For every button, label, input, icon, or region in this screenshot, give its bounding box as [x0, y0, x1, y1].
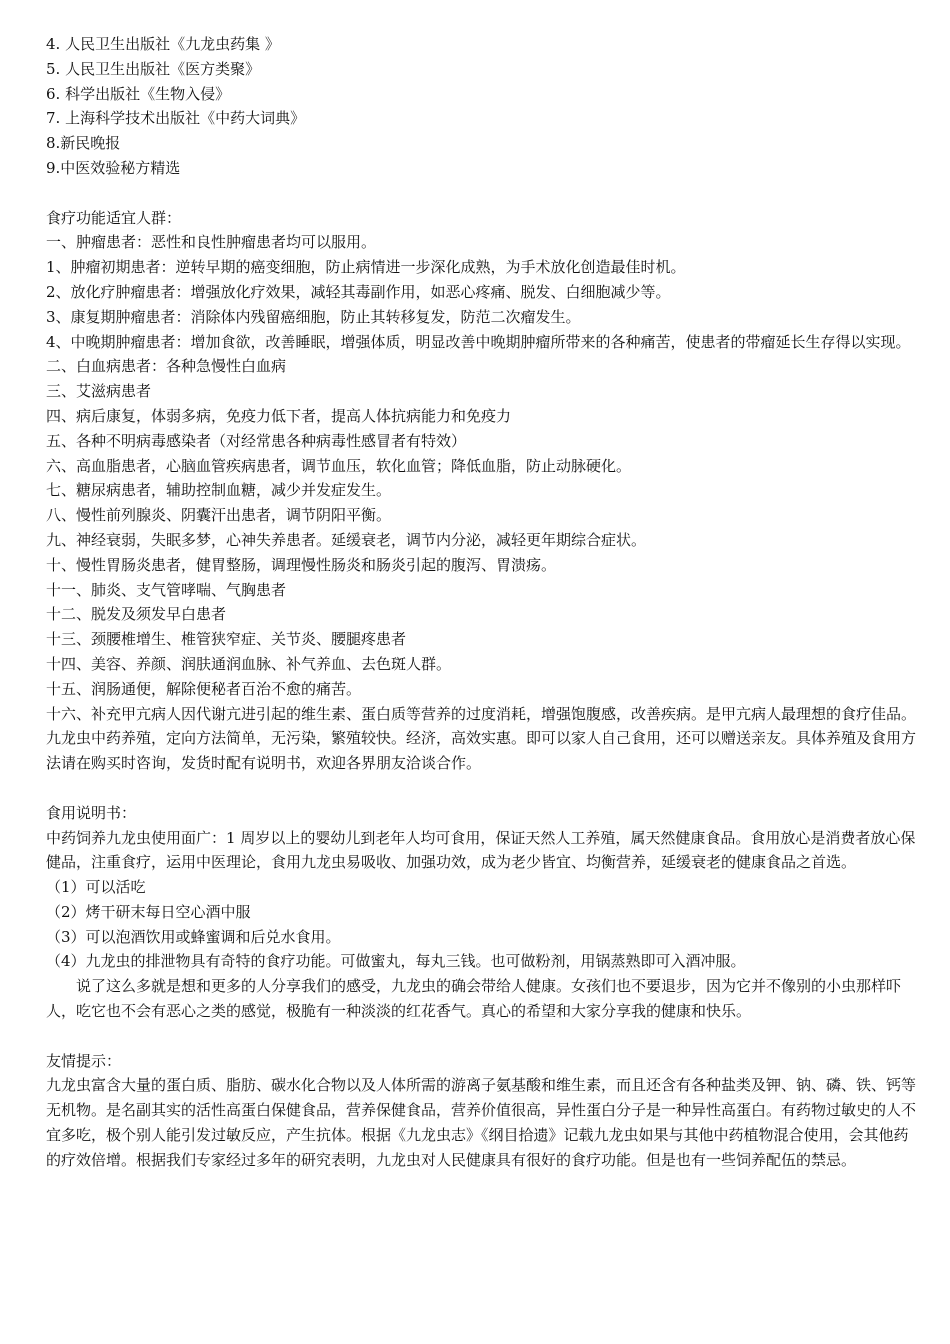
reference-item: 7. 上海科学技术出版社《中药大词典》 — [46, 109, 306, 128]
paragraph: 九龙虫富含大量的蛋白质、脂肪、碳水化合物以及人体所需的游离子氨基酸和维生素，而且还含有各种盐类及钾、钠、磷、铁、钙等无机物。是名副其实的活性高蛋白保健食品，营养保健食品，营养价值很高，异性蛋白分子是一种异性高蛋白。有药物过敏史的人不宜多吃，极个别人能引发过敏反应，产生抗体。根据《九龙虫志》《纲目拾遗》记载九龙虫如果与其他中药植物混合使用，会其他药的疗效倍增。根据我们专家经过多年的研究表明，九龙虫对人民健康具有很好的食疗功能。但是也有一些饲养配伍的禁忌。 — [46, 1076, 917, 1169]
reference-item: 4. 人民卫生出版社《九龙虫药集 》 — [46, 35, 280, 53]
paragraph: 说了这么多就是想和更多的人分享我们的感受，九龙虫的确会带给人健康。女孩们也不要退步，因为它并不像别的小虫那样吓人，吃它也不会有恶心之类的感觉，极脆有一种淡淡的红花香气。真心的希望和大家分享我的健康和快乐。 — [46, 977, 902, 1021]
list-item: 4、中晚期肿瘤患者：增加食欲，改善睡眠，增强体质，明显改善中晚期肿瘤所带来的各种痛苦，使患者的带瘤延长生存得以实现。 — [46, 332, 911, 351]
list-item: 九、神经衰弱，失眠多梦，心神失养患者。延缓衰老，调节内分泌，减轻更年期综合症状。 — [46, 530, 647, 549]
list-item: （1）可以活吃 — [46, 878, 146, 897]
list-item: 七、糖尿病患者，辅助控制血糖，减少并发症发生。 — [46, 481, 392, 500]
reference-item: 9.中医效验秘方精选 — [46, 158, 181, 177]
list-item: 十三、颈腰椎增生、椎管狭窄症、关节炎、腰腿疼患者 — [46, 630, 407, 649]
list-item: 十五、润肠通便，解除便秘者百治不愈的痛苦。 — [46, 679, 362, 698]
list-item: 一、肿瘤患者：恶性和良性肿瘤患者均可以服用。 — [46, 233, 377, 252]
spacer — [46, 1024, 918, 1049]
section-heading: 友情提示： — [46, 1051, 122, 1070]
list-item: 十一、肺炎、支气管哮喘、气胸患者 — [46, 580, 287, 599]
list-item: 1、肿瘤初期患者：逆转早期的癌变细胞，防止病情进一步深化成熟，为手术放化创造最佳时机。 — [46, 258, 686, 277]
spacer — [46, 776, 918, 801]
section-heading: 食用说明书： — [46, 803, 137, 822]
instructions-section — [46, 801, 918, 1024]
list-item: 十二、脱发及须发早白患者 — [46, 605, 227, 624]
list-item: （4）九龙虫的排泄物具有奇特的食疗功能。可做蜜丸，每丸三钱。也可做粉剂，用锅蒸熟即可入酒冲服。 — [46, 952, 746, 971]
spacer — [46, 181, 918, 206]
list-item: 五、各种不明病毒感染者（对经常患各种病毒性感冒者有特效） — [46, 431, 467, 450]
list-item: 八、慢性前列腺炎、阴囊汗出患者，调节阴阳平衡。 — [46, 506, 392, 525]
list-item: 四、病后康复，体弱多病，免疫力低下者，提高人体抗病能力和免疫力 — [46, 406, 512, 425]
reference-item: 8.新民晚报 — [46, 134, 121, 153]
list-item: 六、高血脂患者，心脑血管疾病患者，调节血压，软化血管；降低血脂，防止动脉硬化。 — [46, 456, 632, 475]
reference-list — [46, 32, 918, 181]
list-item: （3）可以泡酒饮用或蜂蜜调和后兑水食用。 — [46, 927, 341, 946]
document-page — [46, 32, 918, 1173]
list-item: 二、白血病患者：各种急慢性白血病 — [46, 357, 287, 376]
reference-item: 6. 科学出版社《生物入侵》 — [46, 84, 231, 103]
reference-item: 5. 人民卫生出版社《医方类聚》 — [46, 59, 261, 78]
list-item: （2）烤干研末每日空心酒中服 — [46, 902, 251, 921]
list-item: 十六、补充甲亢病人因代谢亢进引起的维生素、蛋白质等营养的过度消耗，增强饱腹感，改善疾病。是甲亢病人最理想的食疗佳品。 — [46, 704, 917, 723]
list-item: 十、慢性胃肠炎患者，健胃整肠，调理慢性肠炎和肠炎引起的腹泻、胃溃疡。 — [46, 555, 557, 574]
section-heading: 食疗功能适宜人群： — [46, 208, 182, 227]
list-item: 2、放化疗肿瘤患者：增强放化疗效果，减轻其毒副作用，如恶心疼痛、脱发、白细胞减少等。 — [46, 282, 671, 301]
tips-section — [46, 1049, 918, 1173]
suitable-people-section — [46, 206, 918, 776]
paragraph: 九龙虫中药养殖，定向方法简单，无污染，繁殖较快。经济，高效实惠。即可以家人自己食用，还可以赠送亲友。具体养殖及食用方法请在购买时咨询，发货时配有说明书，欢迎各界朋友洽谈合作。 — [46, 729, 917, 773]
list-item: 三、艾滋病患者 — [46, 382, 152, 401]
list-item: 3、康复期肿瘤患者：消除体内残留癌细胞，防止其转移复发，防范二次瘤发生。 — [46, 307, 581, 326]
list-item: 十四、美容、养颜、润肤通润血脉、补气养血、去色斑人群。 — [46, 654, 452, 673]
paragraph: 中药饲养九龙虫使用面广：1 周岁以上的婴幼儿到老年人均可食用，保证天然人工养殖，属天然健康食品。食用放心是消费者放心保健品，注重食疗，运用中医理论，食用九龙虫易吸收、加强功效，成为老少皆宜、均衡营养，延缓衰老的健康食品之首选。 — [46, 828, 916, 872]
